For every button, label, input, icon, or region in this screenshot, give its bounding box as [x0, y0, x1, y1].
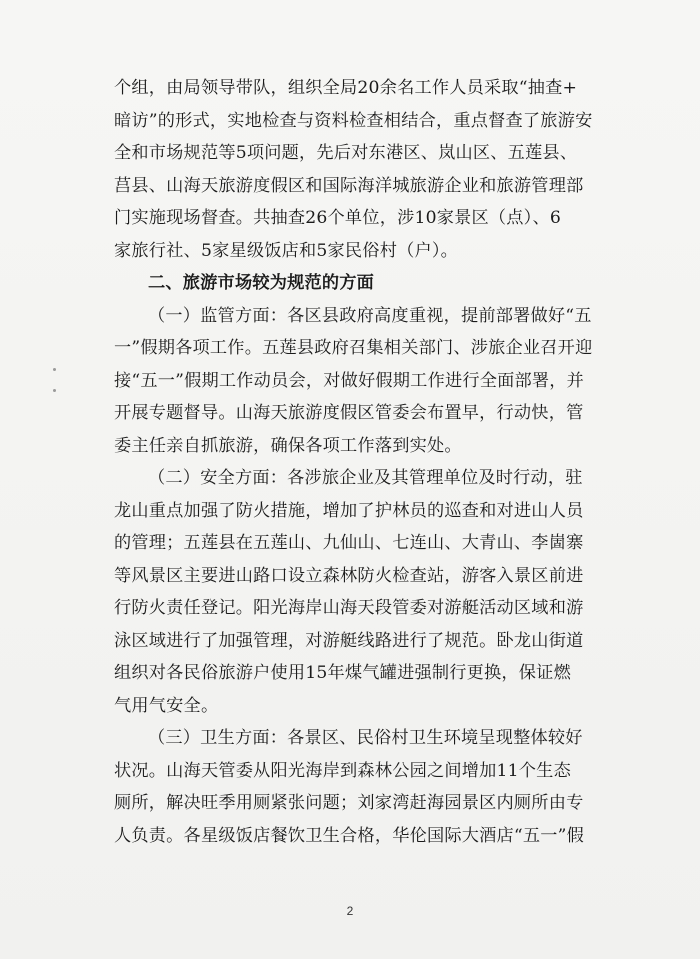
body-line-3: 全和市场规范等5项问题，先后对东港区、岚山区、五莲县、 — [114, 143, 578, 163]
body-line-22: 状况。山海天管委从阳光海岸到森林公园之间增加11个生态 — [114, 760, 571, 781]
body-line-23: 厕所，解决旺季用厕紧张问题；刘家湾赶海园景区内厕所由专 — [114, 793, 584, 813]
body-line-24: 人负责。各星级饭店餐饮卫生合格，华伦国际大酒店“五一”假 — [114, 825, 585, 846]
body-line-4: 莒县、山海天旅游度假区和国际海洋城旅游企业和旅游管理部 — [114, 175, 584, 196]
body-line-17: 行防火责任登记。阳光海岸山海天段管委对游艇活动区域和游 — [114, 598, 584, 618]
body-line-15: 的管理；五莲县在五莲山、九仙山、七连山、大青山、李崮寨 — [114, 533, 584, 553]
page-number: 2 — [346, 904, 354, 918]
section-heading: 二、旅游市场较为规范的方面 — [148, 273, 375, 293]
body-line-11: 开展专题督导。山海天旅游度假区管委会布置早，行动快，管 — [114, 403, 584, 423]
body-line-2: 暗访”的形式，实地检查与资料检查相结合，重点督查了旅游安 — [114, 110, 593, 131]
body-line-5: 门实施现场督查。共抽查26个单位，涉10家景区（点）、6 — [114, 208, 561, 228]
paragraph-safety-start: （二）安全方面：各涉旅企业及其管理单位及时行动，驻 — [148, 468, 583, 488]
body-line-19: 组织对各民俗旅游户使用15年煤气罐进强制行更换，保证燃 — [114, 663, 571, 683]
body-line-14: 龙山重点加强了防火措施，增加了护林员的巡查和对进山人员 — [114, 500, 584, 521]
scan-speck — [53, 389, 56, 392]
paragraph-hygiene-start: （三）卫生方面：各景区、民俗村卫生环境呈现整体较好 — [148, 728, 583, 748]
document-body — [114, 72, 604, 852]
body-line-10: 接“五一”假期工作动员会，对做好假期工作进行全面部署，并 — [114, 370, 585, 391]
body-line-18: 泳区域进行了加强管理，对游艇线路进行了规范。卧龙山街道 — [114, 630, 584, 651]
body-line-6: 家旅行社、5家星级饭店和5家民俗村（户）。 — [114, 240, 459, 261]
paragraph-supervision-start: （一）监管方面：各区县政府高度重视，提前部署做好“五 — [148, 305, 592, 326]
body-line-12: 委主任亲自抓旅游，确保各项工作落到实处。 — [114, 435, 462, 456]
body-line-20: 气用气安全。 — [114, 695, 219, 716]
scan-speck — [53, 368, 56, 371]
body-line-9: 一”假期各项工作。五莲县政府召集相关部门、涉旅企业召开迎 — [114, 338, 593, 358]
body-line-1: 个组，由局领导带队，组织全局20余名工作人员采取“抽查+ — [114, 78, 578, 98]
body-line-16: 等风景区主要进山路口设立森林防火检查站，游客入景区前进 — [114, 565, 584, 586]
